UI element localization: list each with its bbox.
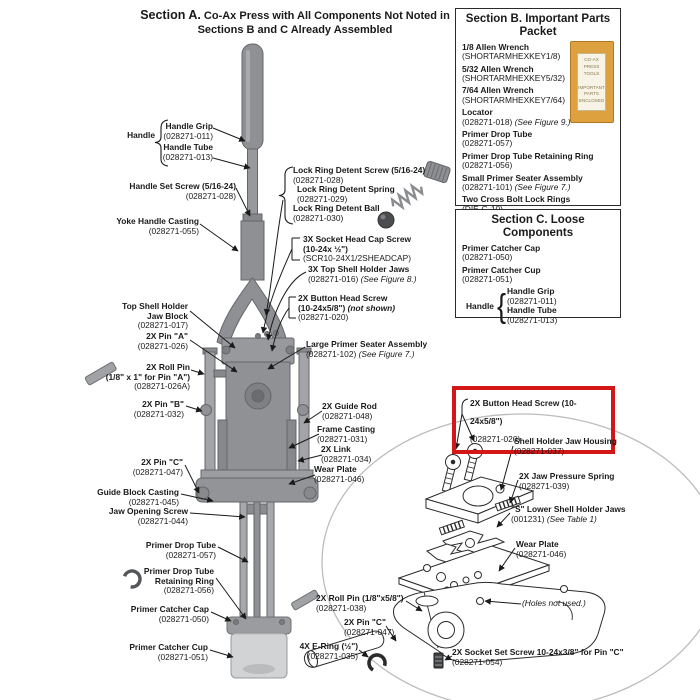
list-item: 7/64 Allen Wrench (SHORTARMHEXKEY7/64) (462, 85, 566, 105)
label-link: 2X Link (028271-034) (321, 444, 372, 464)
label-yoke-handle-casting: Yoke Handle Casting (028271-055) (116, 216, 199, 236)
label-handle-grip: Handle Grip (028271-011) (163, 121, 213, 141)
handle-parts: Handle Grip (028271-011) Handle Tube (028271-013) (506, 286, 558, 325)
label-roll-pin-a: 2X Roll Pin (1/8" x 1" for Pin "A") (028271-026A) (105, 362, 190, 392)
highlight-button-head-screw: 2X Button Head Screw (10-24x5/8") (028271-020) (452, 386, 615, 454)
label-top-shell-holder-jaw-block: Top Shell Holder Jaw Block (028271-017) (122, 301, 188, 331)
label-top-shell-holder-jaws: 3X Top Shell Holder Jaws (028271-016) (See Figure 8.) (308, 264, 417, 284)
label-jaw-opening-screw: Jaw Opening Screw (028271-044) (108, 506, 188, 526)
label-socket-head-cap-screw: 3X Socket Head Cap Screw (10-24x ½") (SCR10-24X1/2SHEADCAP) (303, 234, 411, 264)
title-section-a: Section A. (140, 8, 201, 22)
label-socket-set-screw: 2X Socket Set Screw 10-24x3/8" for Pin "C" (028271-054) (452, 647, 624, 667)
parts-packet-image (570, 41, 614, 123)
label-holes-not-used: (Holes not used.) (522, 598, 586, 608)
label-roll-pin-right: 2X Roll Pin (1/8"x5/8") (028271-038) (316, 593, 404, 613)
label-button-head-screw-not-shown: 2X Button Head Screw (10-24x5/8") (not shown) (028271-020) (298, 293, 396, 323)
section-b-title: Section B. Important Parts Packet (465, 13, 611, 38)
label-handle-set-screw: Handle Set Screw (5/16-24) (028271-028) (129, 181, 236, 201)
page-title: Section A. Co-Ax Press with All Components Not Noted in Sections B and C Already Assembled (140, 8, 450, 36)
label-frame-casting: Frame Casting (028271-031) (317, 424, 376, 444)
label-lock-ring-detent-ball: Lock Ring Detent Ball (028271-030) (293, 203, 380, 223)
section-b-box (455, 8, 621, 206)
handle-label: Handle (466, 301, 494, 312)
label-s-lower-shell-holder-jaws: "S" Lower Shell Holder Jaws (001231) (See Table 1) (511, 504, 626, 524)
roll-pin-icon-bottom (291, 590, 319, 611)
label-large-primer-seater-assembly: Large Primer Seater Assembly (028271-102) (See Figure 7.) (306, 339, 428, 359)
label-primer-drop-tube-retaining-ring: Primer Drop Tube Retaining Ring (028271-056) (143, 566, 214, 596)
label-lock-ring-detent-spring: Lock Ring Detent Spring (028271-029) (297, 184, 395, 204)
brace-glyph: { (496, 286, 506, 325)
lock-ring-detent-spring-icon (390, 182, 425, 211)
list-item: Locator (028271-018) (See Figure 9.) (462, 107, 571, 127)
label-pin-b: 2X Pin "B" (028271-032) (133, 399, 184, 419)
label-handle-tube: Handle Tube (028271-013) (162, 142, 213, 162)
label-wear-plate-right: Wear Plate (028271-046) (516, 539, 567, 559)
label-primer-drop-tube: Primer Drop Tube (028271-057) (145, 540, 216, 560)
list-item: Primer Catcher Cup (028271-051) (462, 264, 541, 284)
list-item: Primer Catcher Cap (028271-050) (462, 242, 541, 263)
handle-group (462, 287, 614, 325)
label-guide-rod: 2X Guide Rod (028271-048) (322, 401, 377, 421)
label-wear-plate-left: Wear Plate (028271-046) (314, 464, 365, 484)
list-item: 5/32 Allen Wrench (SHORTARMHEXKEY5/32) (462, 63, 566, 83)
label-pin-a: 2X Pin "A" (028271-026) (137, 331, 188, 351)
label-primer-catcher-cup: Primer Catcher Cup (028271-051) (129, 642, 208, 662)
list-item: Small Primer Seater Assembly (028271-101) (See Figure 7.) (462, 172, 583, 193)
lock-ring-detent-screw-icon (423, 161, 451, 184)
packet-label: CO-AX PRESS TOOLS IMPORTANT PARTS ENCLOSED (577, 53, 606, 111)
section-c-title: Section C. Loose Components (491, 214, 585, 239)
label-pin-c-left: 2X Pin "C" (028271-047) (132, 457, 183, 477)
label-shell-holder-jaw-housing: Shell Holder Jaw Housing (028271-037) (514, 436, 617, 456)
list-item: Primer Drop Tube Retaining Ring (028271-056) (462, 150, 594, 171)
label-jaw-pressure-spring: 2X Jaw Pressure Spring (028271-039) (519, 471, 615, 491)
lock-ring-detent-ball-icon (378, 212, 394, 228)
label-lock-ring-detent-screw: Lock Ring Detent Screw (5/16-24) (028271-028) (293, 165, 426, 185)
label-handle: Handle (127, 130, 155, 140)
label-guide-block-casting: Guide Block Casting (028271-045) (97, 487, 179, 507)
press-illustration (196, 44, 318, 678)
list-item: 1/8 Allen Wrench (SHORTARMHEXKEY1/8) (462, 41, 561, 62)
label-e-ring: 4X E-Ring (½") (028271-035) (299, 641, 358, 661)
label-primer-catcher-cap: Primer Catcher Cap (028271-050) (130, 604, 209, 624)
section-c-box (455, 209, 621, 325)
label-pin-c-right: 2X Pin "C" (028271-047) (344, 617, 395, 637)
list-item: Two Cross Bolt Lock Rings (462, 194, 571, 205)
retaining-ring-icon (122, 569, 143, 590)
list-item: Primer Drop Tube (028271-057) (462, 129, 533, 149)
